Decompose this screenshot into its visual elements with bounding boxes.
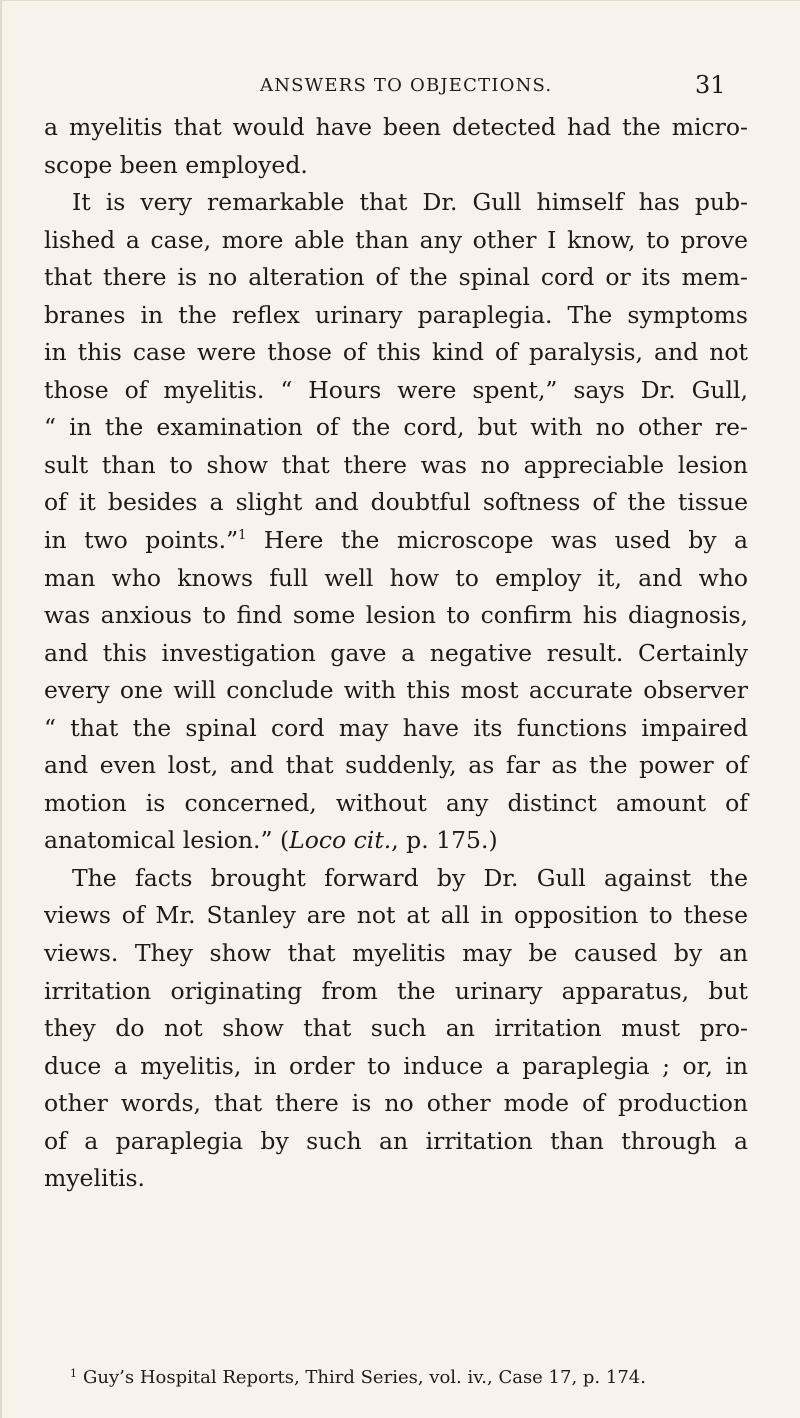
text-line: duce a myelitis, in order to induce a paraplegia ; or, in	[44, 1051, 748, 1080]
text-line: It is very remarkable that Dr. Gull himself has pub-	[72, 188, 748, 217]
text-line	[44, 822, 748, 860]
text-line: “ that the spinal cord may have its functions impaired	[44, 713, 748, 742]
footnote-marker: 1	[238, 528, 247, 544]
text-line: they do not show that such an irritation must pro-	[44, 1014, 748, 1043]
text-line: in this case were those of this kind of paralysis, and not	[44, 338, 748, 367]
body-text	[44, 109, 748, 1198]
footnote-number: 1	[70, 1367, 77, 1380]
text-run: in two points.”	[44, 526, 239, 555]
text-line: that there is no alteration of the spinal cord or its mem-	[44, 263, 748, 292]
text-line: every one will conclude with this most accurate observer	[44, 676, 748, 705]
running-head	[2, 71, 800, 105]
text-line: scope been employed.	[44, 150, 308, 179]
text-line: myelitis.	[44, 1164, 145, 1193]
page-number: 31	[695, 71, 726, 99]
text-line: The facts brought forward by Dr. Gull against the	[72, 863, 748, 892]
text-line: those of myelitis. “ Hours were spent,” says Dr. Gull,	[44, 375, 748, 404]
text-line: of a paraplegia by such an irritation than through a	[44, 1126, 748, 1155]
text-run: , p. 175.)	[391, 826, 498, 855]
citation-italic: Loco cit.	[289, 826, 392, 855]
text-line: views. They show that myelitis may be caused by an	[44, 939, 748, 968]
footnote	[70, 1366, 760, 1390]
text-line: other words, that there is no other mode of production	[44, 1089, 748, 1118]
text-line: and this investigation gave a negative result. Certainly	[44, 638, 748, 667]
text-line: of it besides a slight and doubtful softness of the tissue	[44, 488, 748, 517]
text-line: was anxious to find some lesion to confirm his diagnosis,	[44, 601, 748, 630]
text-line: views of Mr. Stanley are not at all in opposition to these	[44, 901, 748, 930]
text-line	[44, 522, 748, 560]
text-line: man who knows full well how to employ it, and who	[44, 563, 748, 592]
text-line: irritation originating from the urinary apparatus, but	[44, 976, 748, 1005]
text-line: “ in the examination of the cord, but with no other re-	[44, 413, 748, 442]
footnote-text: Guy’s Hospital Reports, Third Series, vol. iv., Case 17, p. 174.	[83, 1367, 646, 1388]
text-line: motion is concerned, without any distinct amount of	[44, 788, 748, 817]
text-line: lished a case, more able than any other I know, to prove	[44, 225, 748, 254]
text-line: branes in the reflex urinary paraplegia. The symptoms	[44, 300, 748, 329]
text-line: sult than to show that there was no appreciable lesion	[44, 450, 748, 479]
text-run: anatomical lesion.” (	[44, 826, 290, 855]
text-run: Here the microscope was used by a	[263, 526, 748, 555]
text-line: and even lost, and that suddenly, as far as the power of	[44, 751, 748, 780]
text-line: a myelitis that would have been detected had the micro-	[44, 113, 748, 141]
running-title: ANSWERS TO OBJECTIONS.	[260, 75, 553, 96]
